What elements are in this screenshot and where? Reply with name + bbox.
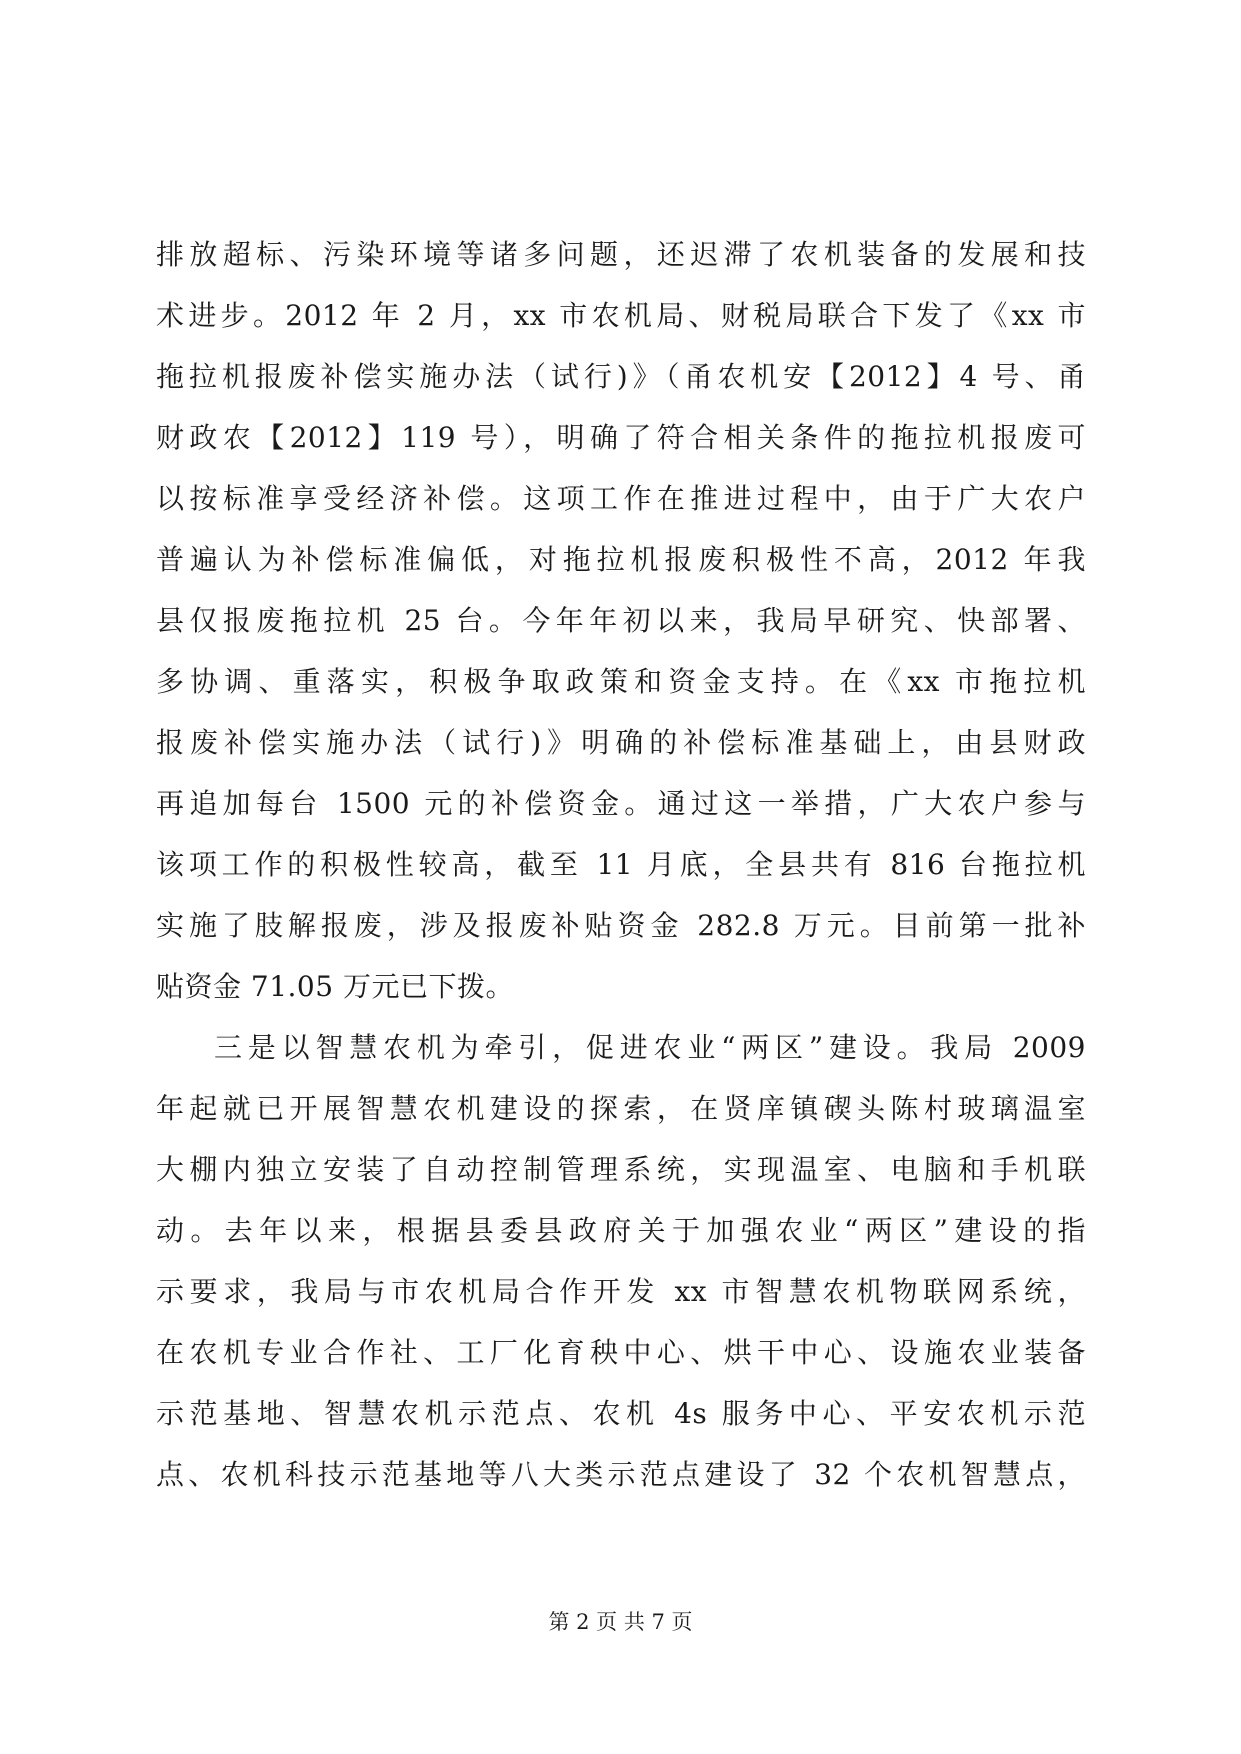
text-line: 拖拉机报废补偿实施办法（试行)》（甬农机安【2012】4 号、甬 — [156, 360, 1086, 393]
page-number-footer: 第 2 页 共 7 页 — [548, 1610, 693, 1634]
text-line: 该项工作的积极性较高，截至 11 月底，全县共有 816 台拖拉机 — [156, 848, 1086, 881]
text-line: 以按标准享受经济补偿。这项工作在推进过程中，由于广大农户 — [156, 482, 1086, 515]
text-line: 财政农【2012】119 号），明确了符合相关条件的拖拉机报废可 — [156, 421, 1086, 454]
text-line: 再追加每台 1500 元的补偿资金。通过这一举措，广大农户参与 — [156, 787, 1086, 820]
text-line: 示要求，我局与市农机局合作开发 xx 市智慧农机物联网系统， — [156, 1275, 1086, 1308]
text-line: 多协调、重落实，积极争取政策和资金支持。在《xx 市拖拉机 — [156, 665, 1086, 698]
text-line: 报废补偿实施办法（试行)》明确的补偿标准基础上，由县财政 — [156, 726, 1086, 759]
text-line: 大棚内独立安装了自动控制管理系统，实现温室、电脑和手机联 — [156, 1153, 1086, 1186]
text-line: 动。去年以来，根据县委县政府关于加强农业“两区”建设的指 — [156, 1214, 1086, 1247]
text-line: 术进步。2012 年 2 月，xx 市农机局、财税局联合下发了《xx 市 — [156, 299, 1086, 332]
text-line: 示范基地、智慧农机示范点、农机 4s 服务中心、平安农机示范 — [156, 1397, 1086, 1430]
text-line: 实施了肢解报废，涉及报废补贴资金 282.8 万元。目前第一批补 — [156, 909, 1086, 942]
document-body — [156, 224, 1086, 1505]
text-line: 排放超标、污染环境等诸多问题，还迟滞了农机装备的发展和技 — [156, 238, 1086, 271]
text-line: 普遍认为补偿标准偏低，对拖拉机报废积极性不高，2012 年我 — [156, 543, 1086, 576]
text-line: 点、农机科技示范基地等八大类示范点建设了 32 个农机智慧点， — [156, 1458, 1086, 1491]
paragraph-first-line: 三是以智慧农机为牵引，促进农业“两区”建设。我局 2009 — [214, 1031, 1086, 1064]
text-line: 县仅报废拖拉机 25 台。今年年初以来，我局早研究、快部署、 — [156, 604, 1086, 637]
text-line: 贴资金 71.05 万元已下拨。 — [156, 970, 514, 1003]
text-line: 在农机专业合作社、工厂化育秧中心、烘干中心、设施农业装备 — [156, 1336, 1086, 1369]
text-line: 年起就已开展智慧农机建设的探索，在贤庠镇碶头陈村玻璃温室 — [156, 1092, 1086, 1125]
